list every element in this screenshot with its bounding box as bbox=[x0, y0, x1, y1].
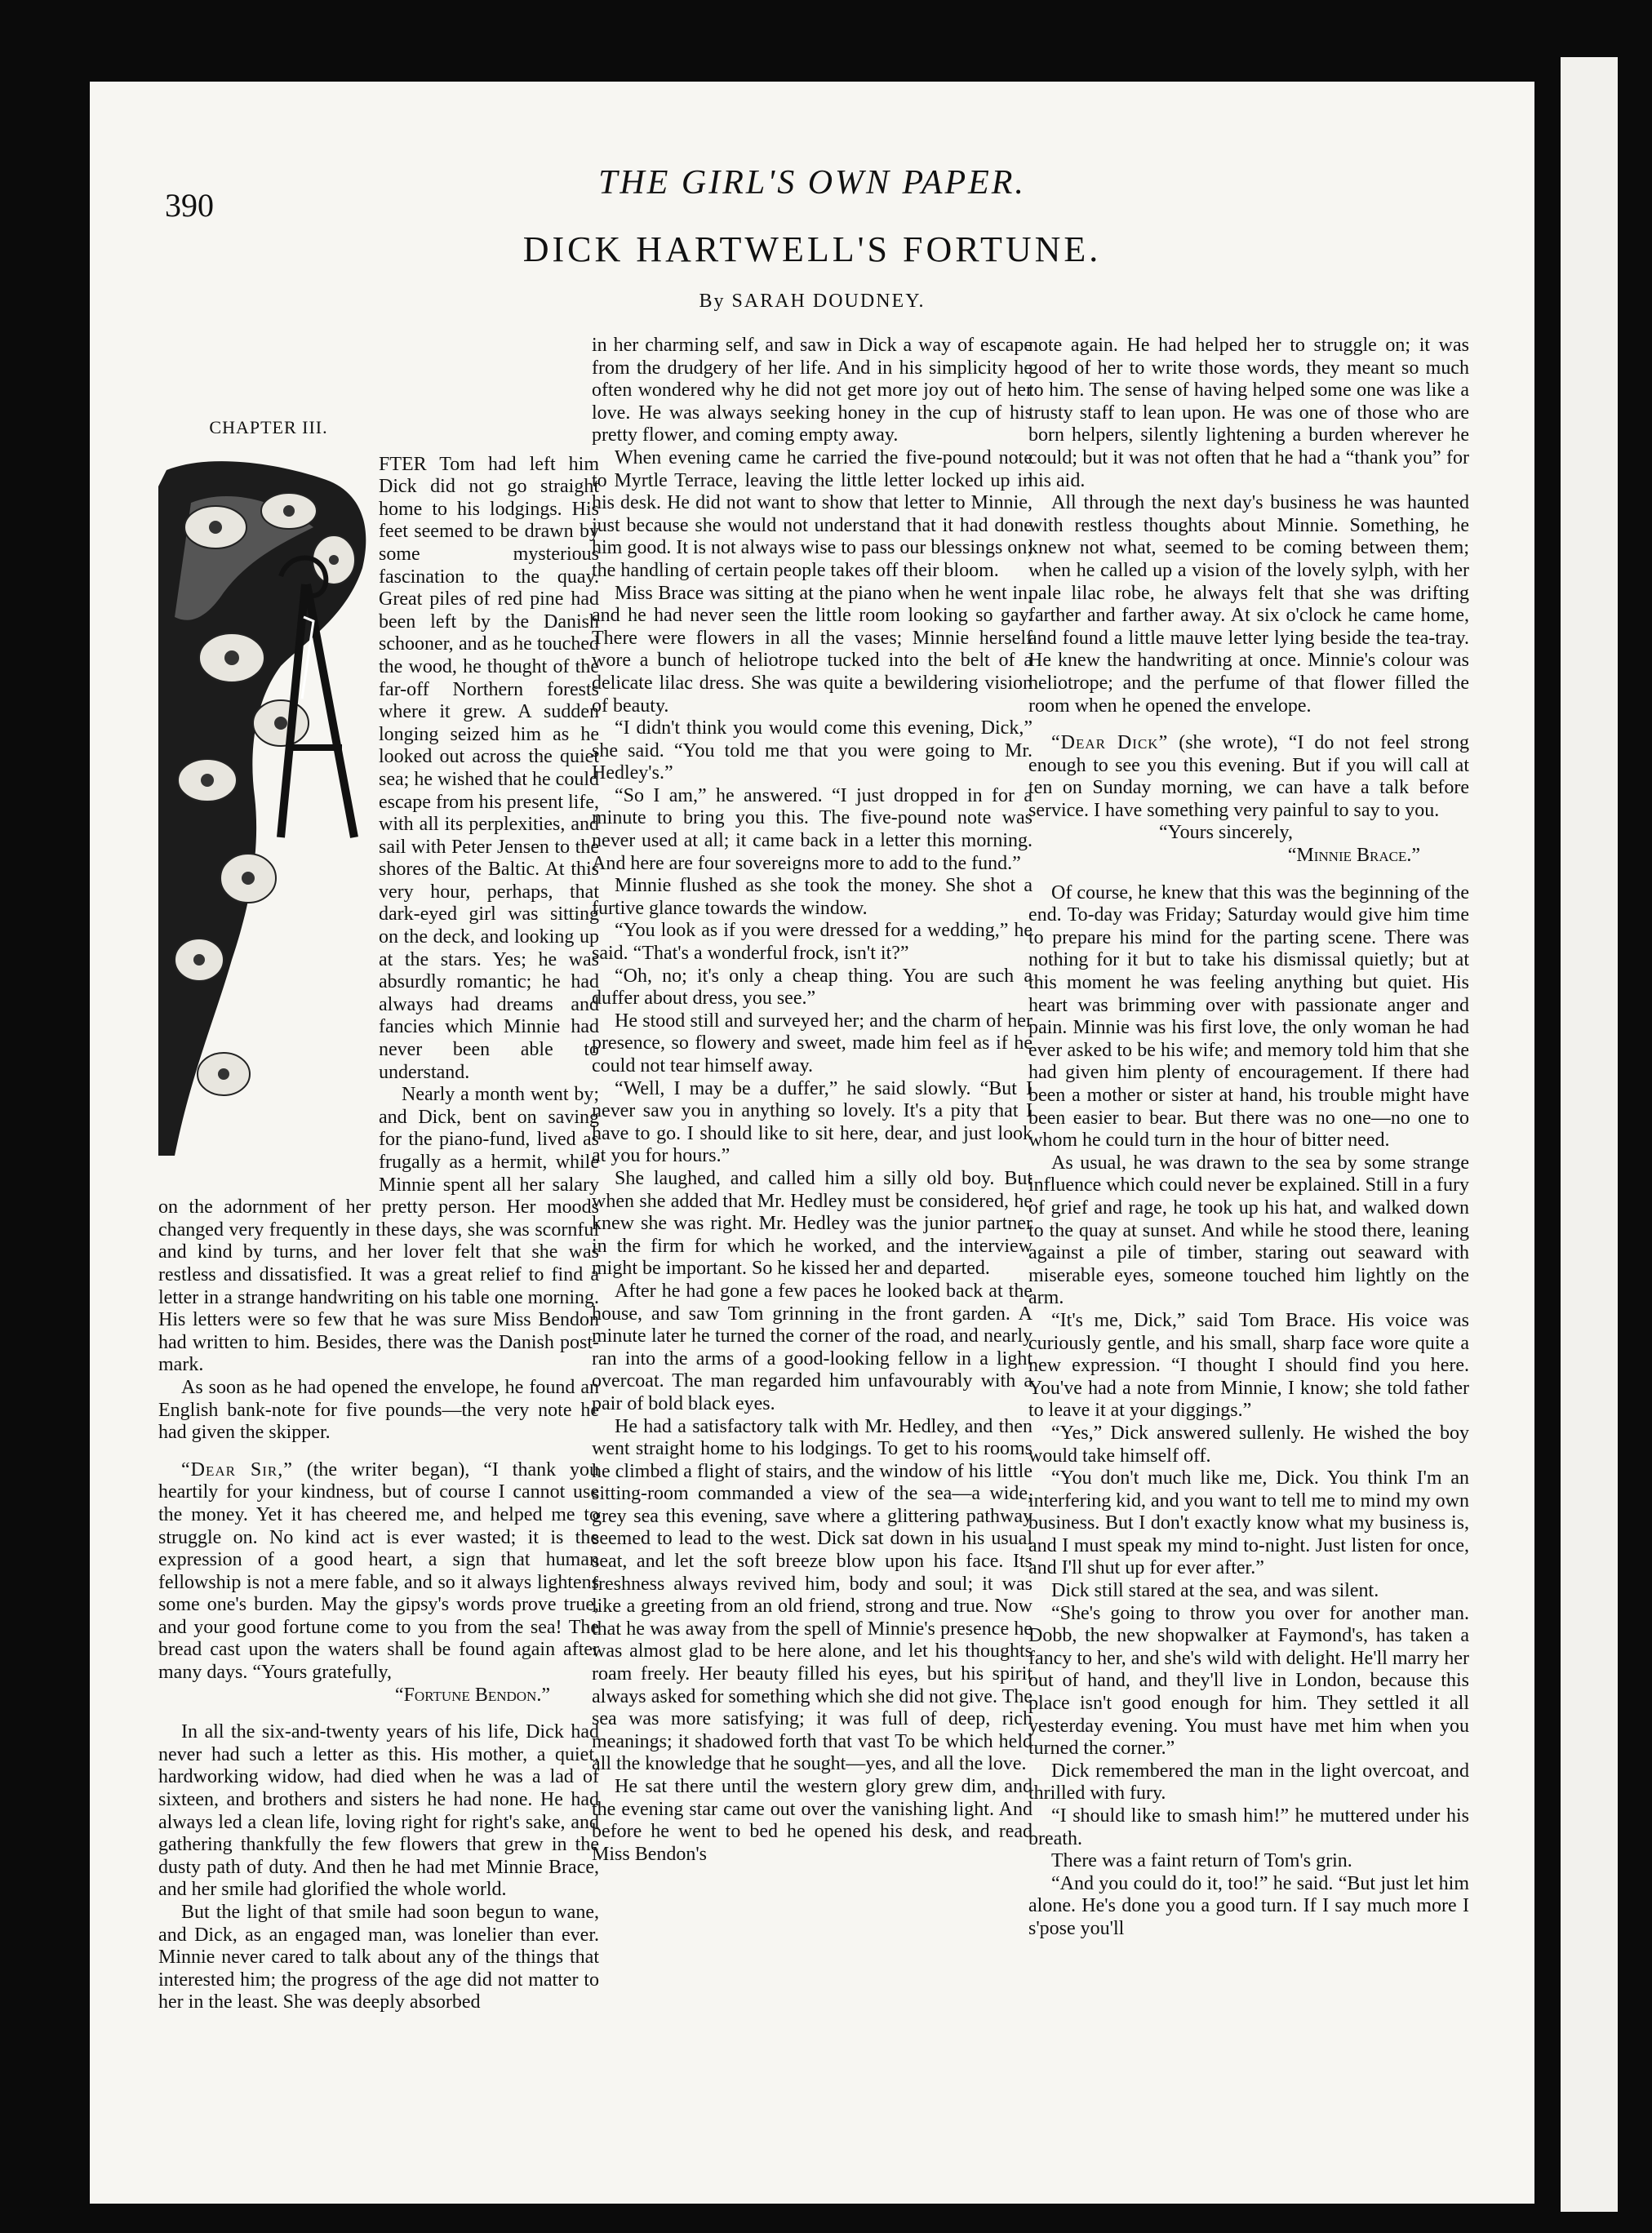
paragraph: Minnie flushed as she took the money. She shot a furtive glance towards the window. bbox=[592, 875, 1032, 919]
next-page-edge bbox=[1561, 57, 1618, 2212]
paragraph: note again. He had helped her to struggle on; it was good of her to write those words, they meant so much to him. The sense of having helped some one was like a trusty staff to lean upon. He was one of those who are born helpers, silently lightening a burden wherever he could; but it was not often that he had a “thank you” for his aid. bbox=[1028, 335, 1469, 491]
byline: By SARAH DOUDNEY. bbox=[699, 291, 926, 312]
letter-paragraph bbox=[158, 1459, 599, 1685]
paragraph: When evening came he carried the five-pound note to Myrtle Terrace, leaving the little letter locked up in his desk. He did not want to show that letter to Minnie, just because she would not understand that it had done him good. It is not always wise to pass our blessings on; the handling of certain people takes off their bloom. bbox=[592, 446, 1032, 581]
paragraph: “Well, I may be a duffer,” he said slowly. “But I never saw you in anything so lovely. It's a pity that I have to go. I should like to sit here, dear, and just look at you for hours.” bbox=[592, 1077, 1032, 1167]
paragraph: Of course, he knew that this was the beginning of the end. To-day was Friday; Saturday would give him time to prepare his mind for the parting scene. There was nothing for it but to take his dismissal quietly; but at this moment he was feeling anything but quiet. His heart was brimming over with passionate anger and pain. Minnie was his first love, the only woman he had ever asked to be his wife; and memory told him that she had given him plenty of encouragement. If there had been a mother or sister at hand, his trouble might have been easier to bear. But there was no one—no one to whom he could turn in the hour of bitter need. bbox=[1028, 881, 1469, 1152]
floral-initial-A-icon bbox=[158, 454, 371, 1172]
paragraph: Dick remembered the man in the light overcoat, and thrilled with fury. bbox=[1028, 1760, 1469, 1805]
paragraph: In all the six-and-twenty years of his life, Dick had never had such a letter as this. His mother, a quiet, hardworking widow, had died when he was a lad of sixteen, and brothers and sisters he had none. He had always led a clean life, loving right for right's sake, and gathering thankfully the few flowers that grew in the dusty path of duty. And then he had met Minnie Brace, and her smile had glorified the whole world. bbox=[158, 1721, 599, 1901]
paragraph: After he had gone a few paces he looked back at the house, and saw Tom grinning in the front garden. A minute later he turned the corner of the road, and nearly ran into the arms of a good-looking fellow in a light overcoat. The man regarded him unfavourably with a pair of bold black eyes. bbox=[592, 1280, 1032, 1414]
paragraph: He sat there until the western glory grew dim, and the evening star came out over the vanishing light. And before he went to bed he opened his desk, and read Miss Bendon's bbox=[592, 1776, 1032, 1865]
letter-salutation: “Dear Sir,” bbox=[181, 1458, 293, 1481]
paragraph: She laughed, and called him a silly old boy. But when she added that Mr. Hedley must be considered, he knew she was right. Mr. Hedley was the junior partner in the firm for which he worked, and the interview might be important. So he kissed her and departed. bbox=[592, 1167, 1032, 1280]
paragraph: All through the next day's business he was haunted with restless thoughts about Minnie. Something, he knew not what, seemed to be coming between them; when he called up a vision of the lovely sylph, with her pale lilac robe, he always felt that she was drifting farther and farther away. At six o'clock he came home, and found a little mauve letter lying beside the tea-tray. He knew the handwriting at once. Minnie's colour was heliotrope; and the perfume of that flower filled the room when he opened the envelope. bbox=[1028, 492, 1469, 717]
paragraph: in her charming self, and saw in Dick a way of escape from the drudgery of her life. And in his simplicity he often wondered why he did not get more joy out of her love. He was always seeking honey in the cup of his pretty flower, and coming empty away. bbox=[592, 335, 1032, 446]
paragraph: He had a satisfactory talk with Mr. Hedley, and then went straight home to his lodgings. To get to his rooms he climbed a flight of stairs, and the window of his little sitting-room commanded a view of the sea—a wide, grey sea this evening, save where a glittering pathway seemed to lead to the west. Dick sat down in his usual seat, and let the soft breeze blow upon his face. Its freshness always revived him, body and soul; it was like a greeting from an old friend, strong and true. Now that he was away from the spell of Minnie's presence he was almost glad to be here alone, and let his thoughts roam freely. Her beauty filled his eyes, but his spirit always asked for something which she did not give. The sea was more satisfying; it was full of deep, rich meanings; it shadowed forth that vast To be which held all the knowledge that he sought—yes, and all the love. bbox=[592, 1415, 1032, 1775]
paragraph: There was a faint return of Tom's grin. bbox=[1051, 1850, 1352, 1872]
column-1 bbox=[158, 326, 599, 2155]
paragraph: “You don't much like me, Dick. You think I'm an interfering kid, and you want to tell me to mind my own business. But I don't exactly know what my business is, and I must speak my mind to-night. Just listen for once, and I'll shut up for ever after.” bbox=[1028, 1467, 1469, 1579]
paragraph: “I didn't think you would come this evening, Dick,” she said. “You told me that you were going to Mr. Hedley's.” bbox=[592, 717, 1032, 784]
running-head: THE GIRL'S OWN PAPER. bbox=[598, 164, 1026, 202]
article-title: DICK HARTWELL'S FORTUNE. bbox=[522, 229, 1102, 269]
paragraph: “You look as if you were dressed for a wedding,” he said. “That's a wonderful frock, isn't it?” bbox=[592, 920, 1032, 965]
paragraph: As usual, he was drawn to the sea by some strange influence which could never be explained. Still in a fury of grief and rage, he took up his hat, and walked down to the quay at sunset. And while he stood there, leaning against a pile of timber, staring out seaward with miserable eyes, someone touched him lightly on the arm. bbox=[1028, 1152, 1469, 1309]
paragraph: But the light of that smile had soon begun to wane, and Dick, as an engaged man, was lonelier than ever. Minnie never cared to talk about any of the things that interested him; the progress of the age did not matter to her in the least. She was deeply absorbed bbox=[158, 1902, 599, 2013]
paragraph: FTER Tom had left him Dick did not go straight home to his lodgings. His feet seemed to be drawn by some mysterious fascination to the quay. Great piles of red pine had been left by the Danish schooner, and as he touched the wood, he thought of the far-off Northern forests where it grew. A sudden longing seized him as he looked out across the quiet sea; he wished that he could escape from his present life, with all its perplexities, and sail with Peter Jensen to the shores of the Baltic. At this very hour, perhaps, that dark-eyed girl was sitting on the deck, and looking up at the stars. Yes; he was absurdly romantic; he had always had dreams and fancies which Minnie had never been able to understand. bbox=[379, 453, 599, 1083]
paragraph: “I should like to smash him!” he muttered under his breath. bbox=[1028, 1805, 1469, 1849]
letter-body: (she wrote), “I do not feel strong enough to see you this evening. But if you will call at ten on Sunday morning, we can have a talk before service. I have something very painful to say to you. bbox=[1028, 732, 1469, 821]
letter-body: (the writer began), “I thank you heartily for your kindness, but of course I cannot use the money. Yet it has cheered me, and helped me to struggle on. No kind act is ever wasted; it is the expression of a good heart, a sign that human fellowship is not a mere fable, and so it always lightens some one's burden. May the gipsy's words prove true, and your good fortune come to you from the sea! The bread cast upon the waters shall be found again after many days. “Yours gratefully, bbox=[158, 1458, 599, 1684]
column-3 bbox=[1028, 335, 1469, 2163]
paragraph: Nearly a month went by; and Dick, bent on saving for the piano-fund, lived as frugally as a hermit, while Minnie spent all her salary on the adornment of her pretty person. Her moods changed very frequently in these days, she was scornful and kind by turns, and her lover felt that she was restless and dissatisfied. It was a great relief to find a letter in a strange handwriting on his table one morning. His letters were so few that he was sure Miss Bendon had written to him. Besides, there was the Danish post-mark. bbox=[158, 1084, 599, 1376]
chapter-heading: CHAPTER III. bbox=[209, 417, 328, 437]
letter-salutation: “Dear Dick” bbox=[1051, 732, 1169, 754]
letter-signature: “Fortune Bendon.” bbox=[394, 1684, 550, 1706]
paragraph: As soon as he had opened the envelope, he found an English bank-note for five pounds—the very note he had given the skipper. bbox=[158, 1376, 599, 1444]
column-2 bbox=[592, 335, 1032, 2163]
paragraph: “Oh, no; it's only a cheap thing. You are such a duffer about dress, you see.” bbox=[592, 965, 1032, 1010]
paragraph: Dick still stared at the sea, and was silent. bbox=[1051, 1580, 1379, 1602]
paragraph: “It's me, Dick,” said Tom Brace. His voice was curiously gentle, and his small, sharp face wore quite a new expression. “I thought I should find you here. You've had a note from Minnie, I know; she told father to leave it at your diggings.” bbox=[1028, 1309, 1469, 1422]
paragraph: Miss Brace was sitting at the piano when he went in, and he had never seen the little room looking so gay. There were flowers in all the vases; Minnie herself wore a bunch of heliotrope tucked into the belt of a delicate lilac dress. She was quite a bewildering vision of beauty. bbox=[592, 582, 1032, 717]
paragraph: “She's going to throw you over for another man. Dobb, the new shopwalker at Faymond's, has taken a fancy to her, and she's wild with delight. He'll marry her out of hand, and they'll live in London, because this place isn't good enough for him. They settled it all yesterday evening. You must have met him when you turned the corner.” bbox=[1028, 1602, 1469, 1760]
letter-signature: “Minnie Brace.” bbox=[1287, 845, 1420, 867]
magazine-page bbox=[90, 82, 1534, 2204]
paragraph: “And you could do it, too!” he said. “But just let him alone. He's done you a good turn. If I say much more I s'pose you'll bbox=[1028, 1872, 1469, 1939]
paragraph: “So I am,” he answered. “I just dropped in for a minute to bring you this. The five-pound note was never used at all; it came back in a letter this morning. And here are four sovereigns more to add to the fund.” bbox=[592, 784, 1032, 874]
letter-paragraph bbox=[1028, 732, 1469, 822]
paragraph: “Yes,” Dick answered sullenly. He wished the boy would take himself off. bbox=[1028, 1422, 1469, 1467]
paragraph: He stood still and surveyed her; and the charm of her presence, so flowery and sweet, made him feel as if he could not tear himself away. bbox=[592, 1010, 1032, 1077]
letter-valediction: “Yours sincerely, bbox=[1159, 822, 1293, 844]
page-number: 390 bbox=[165, 187, 214, 224]
